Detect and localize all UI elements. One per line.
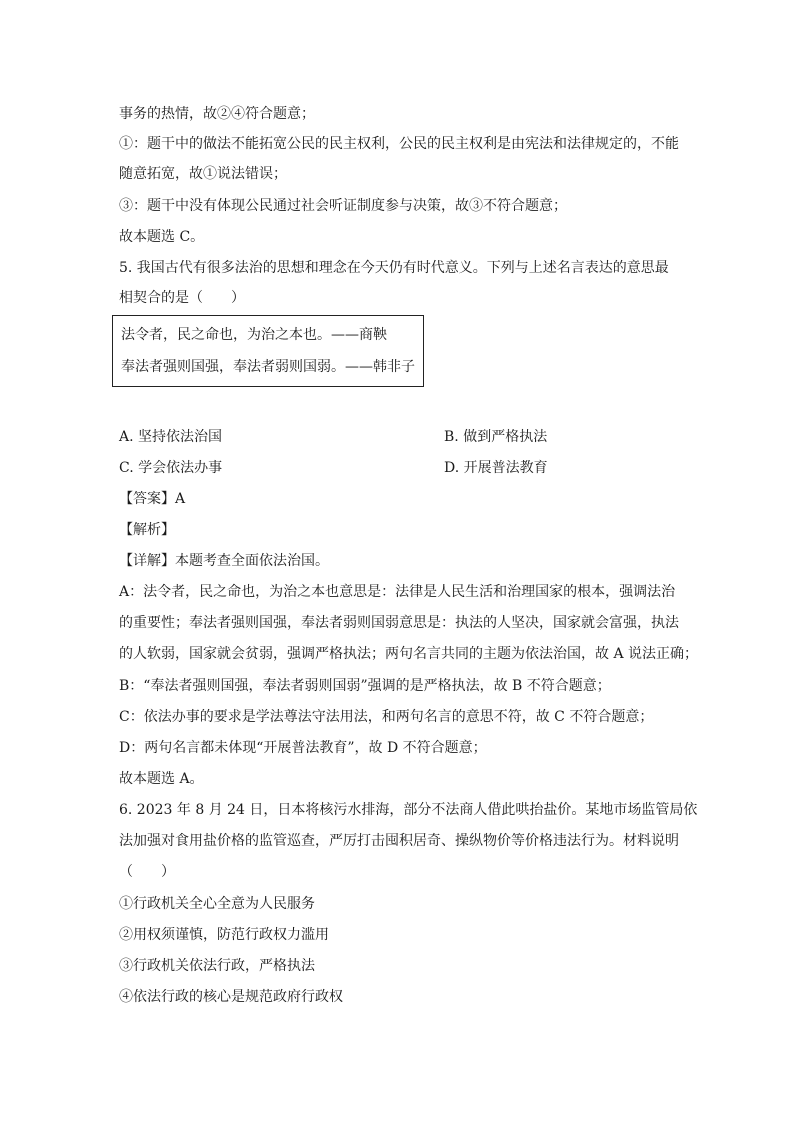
detail-line: 的人软弱，国家就会贫弱，强调严格执法；两句名言共同的主题为依法治国，故 A 说法正确；: [119, 646, 699, 662]
question-6-item: ④依法行政的核心是规范政府行政权: [119, 989, 343, 1005]
question-6-stem: 法加强对食用盐价格的监管巡查，严厉打击囤积居奇、操纵物价等价格违法行为。材料说明: [119, 833, 679, 849]
quote-box: [112, 315, 424, 387]
detail-line: B：“奉法者强则国强，奉法者弱则国弱”强调的是严格执法，故 B 不符合题意；: [119, 678, 611, 694]
quote-line: 奉法者强则国强，奉法者弱则国弱。——韩非子: [121, 359, 415, 375]
detail-line: C：依法办事的要求是学法尊法守法用法，和两句名言的意思不符，故 C 不符合题意；: [119, 709, 654, 725]
answer-label: 【答案】A: [119, 491, 186, 507]
detail-line: D：两句名言都未体现“开展普法教育”，故 D 不符合题意；: [119, 740, 487, 756]
text-line: 随意拓宽，故①说法错误；: [119, 166, 287, 182]
text-line: ③：题干中没有体现公民通过社会听证制度参与决策，故③不符合题意；: [119, 198, 567, 214]
question-5-stem: 5. 我国古代有很多法治的思想和理念在今天仍有时代意义。下列与上述名言表达的意思最: [119, 260, 669, 276]
detail-line: 的重要性；奉法者强则国强，奉法者弱则国弱意思是：执法的人坚决，国家就会富强，执法: [119, 615, 679, 631]
detail-line: 【详解】本题考查全面依法治国。: [119, 553, 329, 569]
detail-line: 故本题选 A。: [119, 771, 204, 787]
text-line: 事务的热情，故②④符合题意；: [119, 106, 315, 122]
detail-line: A：法令者，民之命也，为治之本也意思是：法律是人民生活和治理国家的根本，强调法治: [119, 584, 676, 600]
question-6-item: ②用权须谨慎，防范行政权力滥用: [119, 927, 329, 943]
analysis-heading: 【解析】: [119, 522, 175, 538]
option-d: D. 开展普法教育: [444, 460, 548, 476]
question-6-stem: （ ）: [119, 864, 175, 880]
option-c: C. 学会依法办事: [119, 460, 223, 476]
question-6-item: ①行政机关全心全意为人民服务: [119, 896, 315, 912]
option-a: A. 坚持依法治国: [119, 429, 223, 445]
question-5-stem: 相契合的是（ ）: [119, 290, 245, 306]
text-line: 故本题选 C。: [119, 229, 205, 245]
question-6-item: ③行政机关依法行政，严格执法: [119, 958, 315, 974]
quote-line: 法令者，民之命也，为治之本也。——商鞅: [121, 327, 387, 343]
question-6-stem: 6. 2023 年 8 月 24 日，日本将核污水排海，部分不法商人借此哄抬盐价。某地市场监管局依: [119, 802, 698, 818]
text-line: ①：题干中的做法不能拓宽公民的民主权利，公民的民主权利是由宪法和法律规定的，不能: [119, 136, 679, 152]
option-b: B. 做到严格执法: [444, 429, 548, 445]
